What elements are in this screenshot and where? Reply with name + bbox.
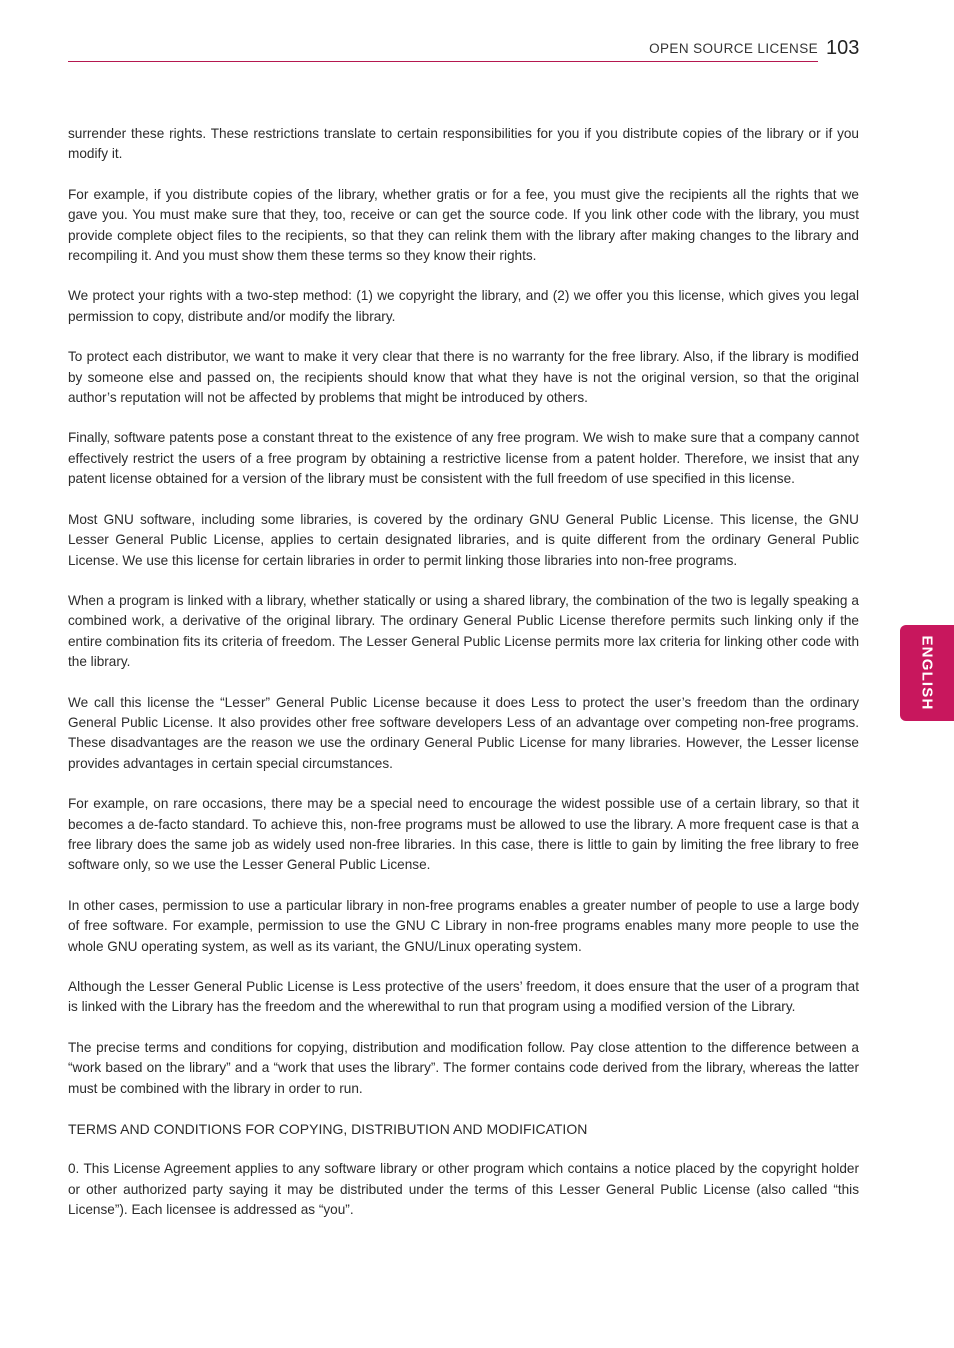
section-title: OPEN SOURCE LICENSE	[649, 41, 818, 56]
paragraph: In other cases, permission to use a particular library in non-free programs enables a greater number of people to use a large body of free software. For example, permission to use the GNU C Library in non-free programs enables many more people to use the whole GNU operating system, as well as its variant, the GNU/Linux operating system.	[68, 897, 859, 954]
paragraph: When a program is linked with a library, whether statically or using a shared library, the combination of the two is legally speaking a combined work, a derivative of the original library. The ordinary General Public License therefore permits such linking only if the entire combination fits its criteria of freedom. The Lesser General Public License permits more lax criteria for linking other code with the library.	[68, 592, 859, 670]
page-header	[68, 36, 818, 62]
paragraph: We protect your rights with a two-step method: (1) we copyright the library, and (2) we offer you this license, which gives you legal permission to copy, distribute and/or modify the library.	[68, 288, 859, 324]
paragraph: surrender these rights. These restrictions translate to certain responsibilities for you if you distribute copies of the library or if you modify it.	[68, 126, 859, 162]
clause-0: 0. This License Agreement applies to any software library or other program which contains a notice placed by the copyright holder or other authorized party saying it may be distributed under the terms of this Lesser General Public License (also called “this License”). Each licensee is addressed as “you”.	[68, 1161, 859, 1218]
paragraph: For example, on rare occasions, there may be a special need to encourage the widest possible use of a certain library, so that it becomes a de-facto standard. To achieve this, non-free programs must be allowed to use the library. A more frequent case is that a free library does the same job as widely used non-free libraries. In this case, there is little to gain by limiting the free library to free software only, so we use the Lesser General Public License.	[68, 796, 859, 873]
paragraph: Most GNU software, including some libraries, is covered by the ordinary GNU General Public License. This license, the GNU Lesser General Public License, applies to certain designated libraries, and is quite different from the ordinary General Public License. We use this license for certain libraries in order to permit linking those libraries into non-free programs.	[68, 511, 859, 568]
paragraph: For example, if you distribute copies of the library, whether gratis or for a fee, you must give the recipients all the rights that we gave you. You must make sure that they, too, receive or can get the source code. If you link other code with the library, you must provide complete object files to the recipients, so that they can relink them with the library after making changes to the library and recompiling it. And you must show them these terms so they know their rights.	[68, 186, 859, 264]
paragraph: Although the Lesser General Public License is Less protective of the users’ freedom, it does ensure that the user of a program that is linked with the Library has the freedom and the wherewithal to run that program using a modified version of the Library.	[68, 979, 859, 1015]
document-body	[68, 124, 859, 1241]
paragraph: We call this license the “Lesser” General Public License because it does Less to protect the user’s freedom than the ordinary General Public License. It also provides other free software developers Less of an advantage over competing non-free programs. These disadvantages are the reason we use the ordinary General Public License for many libraries. However, the Lesser license provides advantages in certain special circumstances.	[68, 694, 859, 771]
paragraph: Finally, software patents pose a constant threat to the existence of any free program. We wish to make sure that a company cannot effectively restrict the users of a free program by obtaining a restrictive license from a patent holder. Therefore, we insist that any patent license obtained for a version of the library must be consistent with the full freedom of use specified in this license.	[68, 430, 859, 487]
header-divider	[68, 61, 818, 62]
language-tab-label: ENGLISH	[918, 635, 936, 711]
paragraph: To protect each distributor, we want to make it very clear that there is no warranty for the free library. Also, if the library is modified by someone else and passed on, the recipients should know that what they have is not the original version, so that the original author’s reputation will not be affected by problems that might be introduced by others.	[68, 349, 859, 406]
page-number: 103	[826, 37, 860, 59]
terms-heading: TERMS AND CONDITIONS FOR COPYING, DISTRIBUTION AND MODIFICATION	[68, 1121, 588, 1138]
language-tab[interactable]	[900, 625, 954, 721]
paragraph: The precise terms and conditions for copying, distribution and modification follow. Pay close attention to the difference between a “work based on the library” and a “work that uses the library”. The former contains code derived from the library, whereas the latter must be combined with the library in order to run.	[68, 1039, 859, 1096]
